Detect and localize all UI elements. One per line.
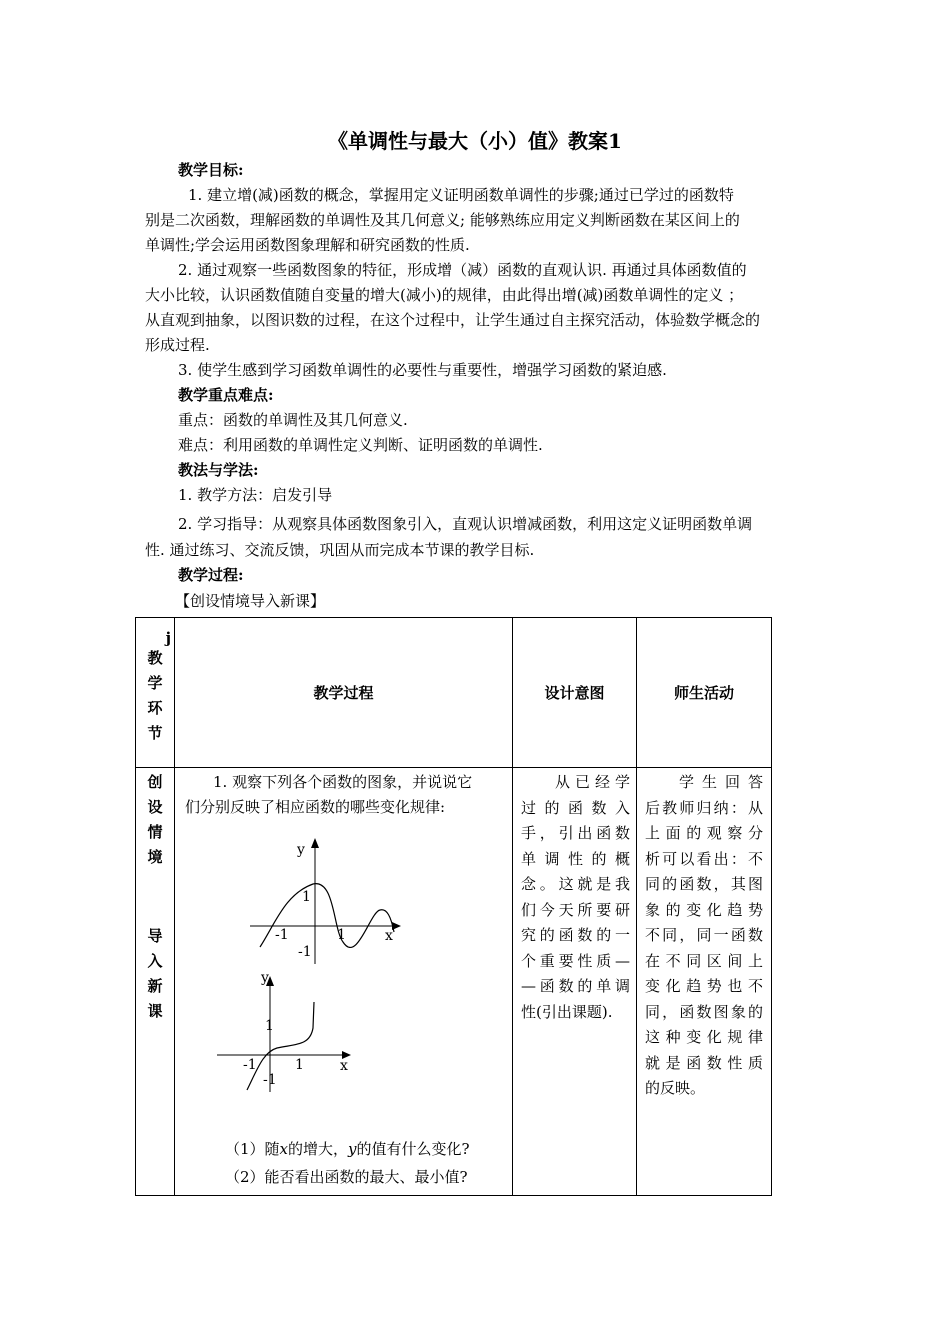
goal2-line3: 从直观到抽象，以图识数的过程，在这个过程中，让学生通过自主探究活动，体验数学概念的: [145, 311, 761, 329]
question-1: [225, 1135, 470, 1163]
graph2-tick-one: 1: [265, 1018, 274, 1034]
activity-line: 同的函数，其图: [645, 875, 763, 893]
activity-line: 就是函数性质: [645, 1053, 763, 1072]
stage-char: 情: [147, 823, 163, 841]
header-activity: 师生活动: [637, 618, 772, 768]
graph1-x-tick-neg-one: -1: [275, 927, 289, 943]
intent-line: 念。这就是我: [521, 875, 630, 893]
intent-line: 们今天所要研: [521, 900, 630, 919]
intent-line: 性(引出课题).: [521, 1002, 613, 1021]
table-row: [136, 768, 772, 1196]
method2-line1: 2. 学习指导：从观察具体函数图象引入，直观认识增减函数，利用这定义证明函数单调: [178, 515, 753, 533]
question-2: （2）能否看出函数的最大、最小值?: [225, 1168, 468, 1186]
key-heading: 教学重点难点:: [178, 386, 274, 404]
intent-cell: [513, 768, 637, 1196]
activity-line: 后教师归纳：从: [645, 798, 763, 817]
questions: [225, 1135, 470, 1191]
graph2-x-tick-one: 1: [295, 1057, 304, 1073]
stage-char: 创: [147, 773, 163, 791]
goals-heading: 教学目标:: [178, 161, 244, 179]
goal2-line1: 2. 通过观察一些函数图象的特征，形成增（减）函数的直观认识. 再通过具体函数值的: [178, 261, 747, 279]
q1-mid: 的增大，: [288, 1140, 349, 1158]
activity-cell: [637, 768, 772, 1196]
graph1-y-arrow: [311, 838, 319, 848]
header-stage-j: j: [165, 629, 171, 647]
page-title: 《单调性与最大（小）值》教案1: [328, 129, 622, 153]
activity-line: 同，函数图象的: [645, 1002, 763, 1021]
q1-y: y: [348, 1140, 357, 1158]
activity-line: 析可以看出：不: [645, 849, 763, 868]
graph1-tick-neg-one: -1: [298, 944, 312, 960]
graph2-x-label: x: [340, 1058, 348, 1074]
goal1-line2: 别是二次函数，理解函数的单调性及其几何意义; 能够熟练应用定义判断函数在某区间上的: [145, 211, 740, 229]
stage-char: 课: [147, 1002, 163, 1020]
activity-line: 这种变化规律: [645, 1028, 763, 1046]
goal2-line4: 形成过程.: [145, 336, 210, 354]
intent-line: —函数的单调: [521, 977, 630, 995]
activity-line: 不同，同一函数: [645, 926, 763, 944]
goal1-line3: 单调性;学会运用函数图象理解和研究函数的性质.: [145, 236, 470, 254]
table-header-row: [136, 618, 772, 768]
intent-line: 从已经学: [555, 773, 630, 791]
stage-char: 新: [147, 977, 163, 995]
stage-char: 境: [147, 848, 163, 866]
header-intent: 设计意图: [513, 618, 637, 768]
activity-line: 学生回答: [679, 773, 763, 791]
goal2-line2: 大小比较，认识函数值随自变量的增大(减小)的规律，由此得出增(减)函数单调性的定义 ；: [145, 286, 744, 304]
goal1-line1: 1. 建立增(减)函数的概念，掌握用定义证明函数单调性的步骤;通过已学过的函数特: [188, 186, 734, 204]
intent-line: 究的函数的一: [521, 926, 630, 944]
stage-char: 导: [147, 927, 163, 945]
graph2-curve: [247, 1002, 314, 1090]
header-stage-char: 教: [147, 649, 163, 667]
intent-line: 个重要性质—: [521, 951, 630, 970]
q1-pre: （1）随: [225, 1140, 280, 1158]
graph1-x-label: x: [385, 928, 393, 944]
goal3: 3. 使学生感到学习函数单调性的必要性与重要性，增强学习函数的紧迫感.: [178, 361, 667, 379]
graph2-tick-neg-one: -1: [263, 1072, 277, 1088]
header-stage-char: 环: [147, 699, 163, 717]
stage-cell: [136, 768, 175, 1196]
activity-line: 在不同区间上: [645, 951, 763, 970]
function-graph-2: [175, 968, 513, 1108]
method2-line2: 性. 通过练习、交流反馈，巩固从而完成本节课的教学目标.: [145, 541, 535, 559]
function-graph-1: [175, 824, 513, 964]
graph1-y-label: y: [297, 842, 305, 858]
graph2-x-tick-neg-one: -1: [243, 1057, 257, 1073]
activity-line: 象的变化趋势: [645, 900, 763, 919]
process-heading: 教学过程:: [178, 566, 244, 584]
header-process: 教学过程: [175, 618, 513, 768]
activity-line: 变化趋势也不: [645, 977, 763, 995]
header-stage-char: 节: [147, 724, 163, 742]
section-label: 【创设情境导入新课】: [175, 592, 326, 610]
graph2-y-label: y: [261, 970, 269, 986]
q1-post: 的值有什么变化?: [356, 1140, 470, 1158]
lesson-table: [135, 617, 772, 1196]
process-intro-line1: 1. 观察下列各个函数的图象，并说说它: [213, 773, 473, 791]
process-intro-line2: 们分别反映了相应函数的哪些变化规律:: [185, 798, 446, 816]
intent-line: 单调性的概: [521, 849, 630, 868]
method-heading: 教法与学法:: [178, 461, 259, 479]
activity-line: 的反映。: [645, 1079, 706, 1097]
stage-char: 设: [147, 798, 163, 816]
graph1-x-tick-one: 1: [337, 927, 346, 943]
graph1-tick-one: 1: [302, 889, 311, 905]
intent-line: 手，引出函数: [521, 824, 630, 842]
q1-x: x: [279, 1140, 289, 1158]
method1: 1. 教学方法：启发引导: [178, 486, 333, 504]
activity-line: 上面的观察分: [645, 824, 763, 842]
key-point: 重点：函数的单调性及其几何意义.: [178, 411, 408, 429]
process-cell: [175, 768, 513, 1196]
intent-line: 过的函数入: [521, 798, 630, 817]
difficulty: 难点：利用函数的单调性定义判断、证明函数的单调性.: [178, 436, 543, 454]
header-stage: [136, 618, 175, 768]
stage-char: 入: [147, 952, 163, 970]
header-stage-char: 学: [147, 674, 163, 692]
